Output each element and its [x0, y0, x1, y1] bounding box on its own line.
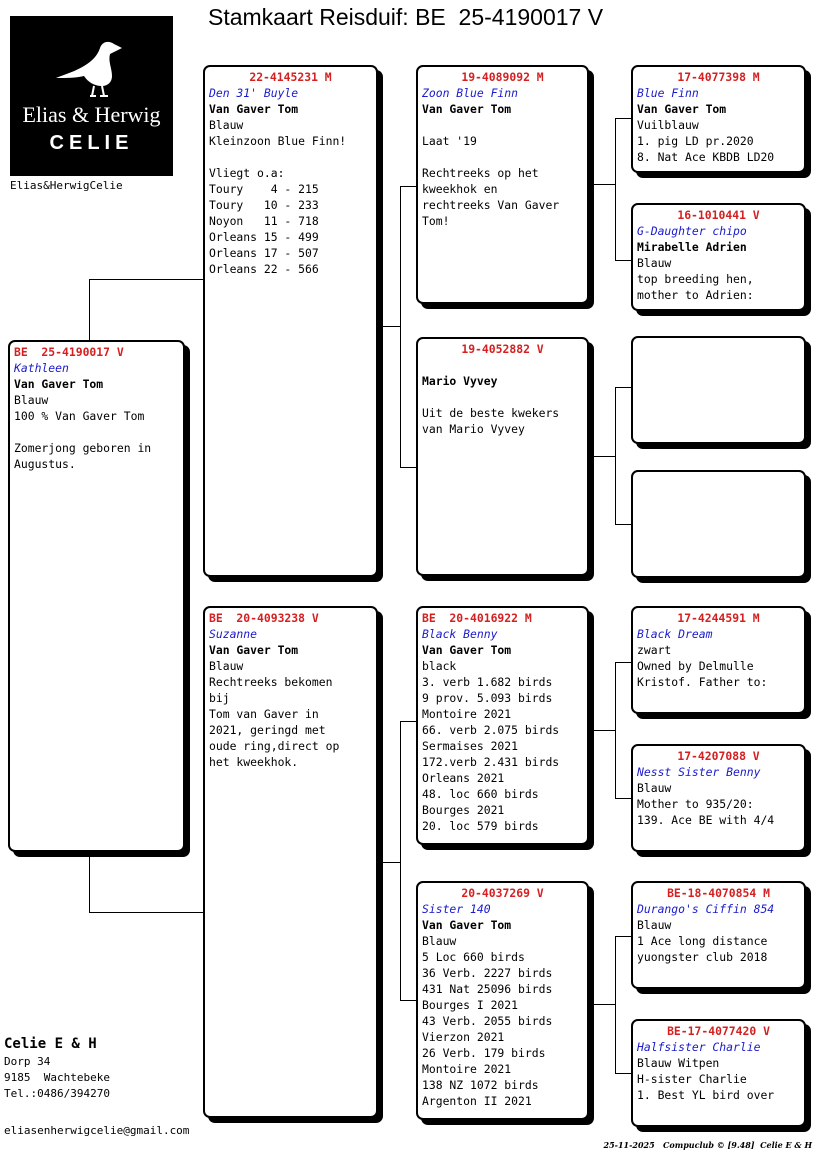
info-line: Tom van Gaver in [209, 707, 319, 721]
connector [615, 260, 632, 261]
pigeon-card-fm[interactable] [416, 337, 589, 576]
pigeon-name: Nesst Sister Benny [637, 765, 761, 779]
info-line: Toury 4 - 215 [209, 182, 319, 196]
ring-number: 17-4244591 M [677, 611, 760, 625]
info-line [422, 389, 583, 405]
info-line: Montoire 2021 [422, 1062, 512, 1076]
info-line: Zomerjong geboren in [14, 441, 152, 455]
info-line: Kristof. Father to: [637, 675, 768, 689]
info-line: 66. verb 2.075 birds [422, 723, 560, 737]
info-line: Blauw [14, 393, 49, 407]
info-line: Vliegt o.a: [209, 166, 285, 180]
pigeon-card-mother[interactable] [203, 606, 378, 1118]
info-line: 1. Best YL bird over [637, 1088, 775, 1102]
pigeon-card-subject[interactable] [8, 340, 185, 852]
pigeon-card-father[interactable] [203, 65, 378, 577]
info-line: 139. Ace BE with 4/4 [637, 813, 775, 827]
connector [615, 118, 616, 260]
club-logo [10, 16, 173, 176]
connector [89, 912, 204, 913]
info-line: Tom! [422, 214, 450, 228]
ring-number: BE-17-4077420 V [667, 1024, 770, 1038]
connector [615, 662, 632, 663]
pigeon-name: Halfsister Charlie [637, 1040, 761, 1054]
info-line: Blauw [637, 918, 672, 932]
connector [400, 721, 401, 1000]
connector [615, 524, 632, 525]
owner-phone: Tel.:0486/394270 [4, 1087, 110, 1100]
pigeon-card-ffm[interactable] [631, 203, 806, 311]
pigeon-name: Zoon Blue Finn [422, 86, 519, 100]
info-line: 9 prov. 5.093 birds [422, 691, 553, 705]
ring-number: BE 20-4016922 M [422, 611, 532, 625]
connector [615, 936, 616, 1073]
info-line: Orleans 17 - 507 [209, 246, 319, 260]
info-line: Orleans 22 - 566 [209, 262, 319, 276]
info-line [14, 424, 179, 440]
info-line: Blauw [637, 256, 672, 270]
connector [615, 662, 616, 798]
info-line: van Mario Vyvey [422, 422, 525, 436]
logo-brand: Elias & Herwig [22, 102, 161, 127]
ring-number: 17-4207088 V [677, 749, 760, 763]
owner-address-street: Dorp 34 [4, 1055, 51, 1068]
breeder-name: Van Gaver Tom [637, 102, 727, 116]
ring-number: 19-4089092 M [461, 70, 544, 84]
breeder-name: Van Gaver Tom [14, 377, 104, 391]
info-line: 138 NZ 1072 birds [422, 1078, 539, 1092]
pigeon-name: Blue Finn [637, 86, 699, 100]
info-line: Rechtreeks bekomen [209, 675, 333, 689]
connector [615, 387, 616, 524]
breeder-name: Mario Vyvey [422, 374, 498, 388]
connector [400, 721, 417, 722]
connector [89, 852, 90, 912]
info-line: 1 Ace long distance [637, 934, 768, 948]
info-line: Owned by Delmulle [637, 659, 754, 673]
info-line: Uit de beste kwekers [422, 406, 560, 420]
pigeon-name: Den 31' Buyle [209, 86, 299, 100]
connector [89, 279, 204, 280]
pigeon-name: Durango's Ciffin 854 [637, 902, 775, 916]
info-line [422, 117, 583, 133]
connector [589, 184, 615, 185]
breeder-name: Van Gaver Tom [209, 102, 299, 116]
info-line: Mother to 935/20: [637, 797, 754, 811]
info-line: 26 Verb. 179 birds [422, 1046, 546, 1060]
info-line: top breeding hen, [637, 272, 754, 286]
info-line: Noyon 11 - 718 [209, 214, 319, 228]
logo-sub: CELIE [49, 132, 134, 154]
info-line: 20. loc 579 birds [422, 819, 539, 833]
info-line: Laat '19 [422, 134, 477, 148]
info-line: 48. loc 660 birds [422, 787, 539, 801]
info-line: 431 Nat 25096 birds [422, 982, 553, 996]
ring-number: 17-4077398 M [677, 70, 760, 84]
ring-number: 20-4037269 V [461, 886, 544, 900]
breeder-name: Van Gaver Tom [209, 643, 299, 657]
pigeon-card-mmm[interactable] [631, 1019, 806, 1127]
pigeon-name: G-Daughter chipo [637, 224, 747, 238]
pigeon-card-mmf[interactable] [631, 881, 806, 989]
connector [615, 387, 632, 388]
connector [378, 862, 400, 863]
breeder-name: Van Gaver Tom [422, 102, 512, 116]
owner-name: Celie E & H [4, 1036, 97, 1052]
connector [615, 118, 632, 119]
info-line: Blauw Witpen [637, 1056, 720, 1070]
info-line: Sermaises 2021 [422, 739, 519, 753]
info-line: 43 Verb. 2055 birds [422, 1014, 553, 1028]
info-line: Blauw [637, 781, 672, 795]
pigeon-name [422, 357, 583, 373]
ring-number: BE 25-4190017 V [14, 345, 124, 359]
info-line: Montoire 2021 [422, 707, 512, 721]
owner-block [4, 1034, 110, 1102]
pigeon-card-mff[interactable] [631, 606, 806, 714]
info-line: Argenton II 2021 [422, 1094, 532, 1108]
pigeon-name: Black Benny [422, 627, 498, 641]
info-line: 2021, geringd met [209, 723, 326, 737]
info-line [209, 149, 372, 165]
info-line: zwart [637, 643, 672, 657]
ring-number: 16-1010441 V [677, 208, 760, 222]
info-line: Bourges I 2021 [422, 998, 519, 1012]
info-line: Augustus. [14, 457, 76, 471]
ring-number: BE 20-4093238 V [209, 611, 319, 625]
connector [378, 326, 400, 327]
info-line: Bourges 2021 [422, 803, 505, 817]
connector [589, 456, 615, 457]
connector [400, 186, 417, 187]
info-line [422, 149, 583, 165]
pigeon-card-fff[interactable] [631, 65, 806, 173]
info-line: Blauw [209, 659, 244, 673]
connector [589, 1004, 615, 1005]
pigeon-name: Black Dream [637, 627, 713, 641]
logo-caption: Elias&HerwigCelie [10, 179, 123, 192]
info-line: black [422, 659, 457, 673]
pigeon-name: Kathleen [14, 361, 69, 375]
breeder-name: Van Gaver Tom [422, 918, 512, 932]
info-line: 8. Nat Ace KBDB LD20 [637, 150, 775, 164]
connector [615, 798, 632, 799]
ring-number: 22-4145231 M [249, 70, 332, 84]
info-line: 1. pig LD pr.2020 [637, 134, 754, 148]
connector [615, 1073, 632, 1074]
info-line: mother to Adrien: [637, 288, 754, 302]
pigeon-card-mm[interactable] [416, 881, 589, 1120]
pigeon-icon [54, 38, 130, 100]
info-line: het kweekhok. [209, 755, 299, 769]
page-title: Stamkaart Reisduif: BE 25-4190017 V [208, 4, 604, 30]
info-line: Vuilblauw [637, 118, 699, 132]
pigeon-card-fmf[interactable] [631, 336, 806, 444]
pigeon-name: Sister 140 [422, 902, 491, 916]
connector [89, 279, 90, 340]
info-line: Blauw [209, 118, 244, 132]
info-line: rechtreeks Van Gaver [422, 198, 560, 212]
info-line: Kleinzoon Blue Finn! [209, 134, 347, 148]
info-line: 36 Verb. 2227 birds [422, 966, 553, 980]
info-line: 100 % Van Gaver Tom [14, 409, 145, 423]
connector [400, 467, 417, 468]
info-line: kweekhok en [422, 182, 498, 196]
pigeon-name: Suzanne [209, 627, 258, 641]
pigeon-card-ff[interactable] [416, 65, 589, 304]
info-line: yuongster club 2018 [637, 950, 768, 964]
breeder-name: Mirabelle Adrien [637, 240, 747, 254]
info-line: Orleans 2021 [422, 771, 505, 785]
footer-credit: 25-11-2025 Compuclub © [9.48] Celie E & H [603, 1140, 812, 1150]
info-line: Orleans 15 - 499 [209, 230, 319, 244]
info-line: Toury 10 - 233 [209, 198, 319, 212]
connector [615, 936, 632, 937]
owner-address-city: 9185 Wachtebeke [4, 1071, 110, 1084]
pigeon-card-fmm[interactable] [631, 470, 806, 578]
ring-number: 19-4052882 V [461, 342, 544, 356]
info-line: Rechtreeks op het [422, 166, 539, 180]
info-line: 172.verb 2.431 birds [422, 755, 560, 769]
info-line: oude ring,direct op [209, 739, 340, 753]
info-line: H-sister Charlie [637, 1072, 747, 1086]
ring-number: BE-18-4070854 M [667, 886, 770, 900]
connector [400, 186, 401, 467]
connector [400, 1000, 417, 1001]
info-line: bij [209, 691, 230, 705]
connector [589, 730, 615, 731]
pigeon-card-mf[interactable] [416, 606, 589, 845]
info-line: 5 Loc 660 birds [422, 950, 525, 964]
breeder-name: Van Gaver Tom [422, 643, 512, 657]
pigeon-card-mfm[interactable] [631, 744, 806, 852]
info-line: 3. verb 1.682 birds [422, 675, 553, 689]
owner-email[interactable]: eliasenherwigcelie@gmail.com [4, 1124, 190, 1137]
info-line: Blauw [422, 934, 457, 948]
info-line: Vierzon 2021 [422, 1030, 505, 1044]
